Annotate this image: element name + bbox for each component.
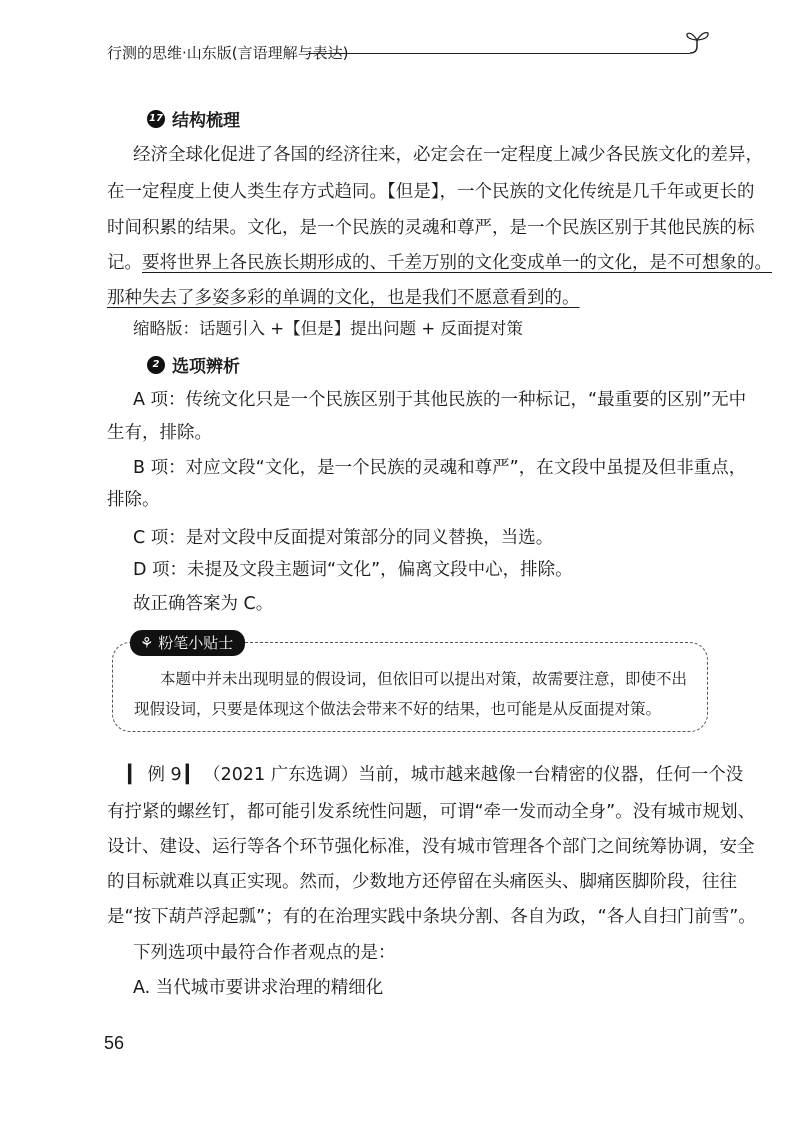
section-number-badge: 17 — [147, 110, 165, 128]
analysis-line: 排除。 — [107, 490, 160, 510]
underlined-sentence: 要将世界上各民族长期形成的、千差万别的文化变成单一的文化，是不可想象的。 — [142, 253, 772, 273]
analysis-line: B 项：对应文段“文化，是一个民族的灵魂和尊严”，在文段中虽提及但非重点， — [133, 458, 747, 478]
tip-line: 本题中并未出现明显的假设词，但依旧可以提出对策，故需要注意，即使不出 — [160, 670, 688, 688]
underlined-sentence: 那种失去了多姿多彩的单调的文化，也是我们不愿意看到的。 — [107, 288, 580, 308]
section-title: 结构梳理 — [172, 111, 240, 131]
example-line: 有拧紧的螺丝钉，都可能引发系统性问题，可谓“牵一发而动全身”。没有城市规划、 — [107, 802, 756, 822]
analysis-line: A 项：传统文化只是一个民族区别于其他民族的一种标记，“最重要的区别”无中 — [133, 390, 747, 410]
question-line: 下列选项中最符合作者观点的是： — [133, 943, 396, 963]
section-heading-structure — [147, 106, 240, 131]
answer-line: 故正确答案为 C。 — [133, 594, 274, 614]
running-header: 行测的思维·山东版(言语理解与表达) — [107, 44, 349, 62]
example-label: 例 9 — [147, 765, 182, 785]
sprout-icon: ⚘ — [140, 634, 159, 652]
passage-line: 时间积累的结果。文化，是一个民族的灵魂和尊严，是一个民族区别于其他民族的标 — [107, 218, 755, 238]
analysis-line: D 项：未提及文段主题词“文化”，偏离文段中心，排除。 — [133, 560, 573, 580]
tip-line: 现假设词，只要是体现这个做法会带来不好的结果，也可能是从反面提对策。 — [134, 700, 662, 718]
passage-line: 经济全球化促进了各国的经济往来，必定会在一定程度上减少各民族文化的差异， — [133, 145, 763, 165]
tip-label-text: 粉笔小贴士 — [158, 634, 234, 652]
section-title: 选项辨析 — [172, 357, 240, 377]
analysis-line: 生有，排除。 — [107, 423, 212, 443]
section-number-badge: 2 — [147, 356, 165, 374]
tip-label — [130, 630, 245, 656]
passage-text: 记。 — [107, 253, 142, 273]
analysis-line: C 项：是对文段中反面提对策部分的同义替换，当选。 — [133, 528, 554, 548]
passage-line — [107, 251, 772, 275]
example-line: 设计、建设、运行等各个环节强化标准，没有城市管理各个部门之间统筹协调，安全 — [107, 837, 755, 857]
option-a: A. 当代城市要讲求治理的精细化 — [133, 978, 384, 998]
page-number: 56 — [104, 1033, 125, 1053]
example-marker-right: ▎ — [185, 765, 200, 785]
summary-line: 缩略版：话题引入 +【但是】提出问题 + 反面提对策 — [133, 319, 523, 338]
sprout-icon — [683, 28, 713, 58]
section-heading-options — [147, 352, 240, 377]
example-line: 是“按下葫芦浮起瓢”；有的在治理实践中条块分割、各自为政，“各人自扫门前雪”。 — [107, 907, 756, 927]
example-marker-left: ▎ — [128, 765, 142, 785]
example-text: （2021 广东选调）当前，城市越来越像一台精密的仪器，任何一个没 — [203, 765, 744, 785]
passage-line: 在一定程度上使人类生存方式趋同。【但是】，一个民族的文化传统是几千年或更长的 — [107, 182, 755, 202]
example-line: 的目标就难以真正实现。然而，少数地方还停留在头痛医头、脚痛医脚阶段，往往 — [107, 872, 737, 892]
header-rule — [308, 53, 690, 54]
example-line — [128, 763, 744, 787]
